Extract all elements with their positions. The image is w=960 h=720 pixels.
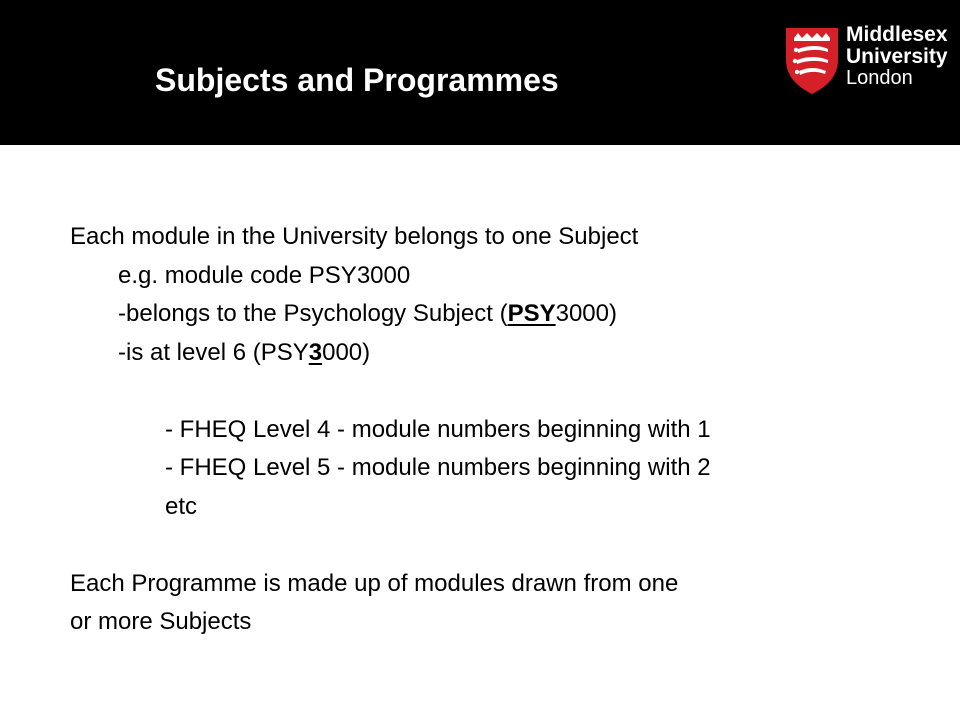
body-line-6: - FHEQ Level 5 - module numbers beginning with 2 — [165, 454, 711, 481]
body-line-2: e.g. module code PSY3000 — [118, 261, 411, 289]
logo-line-3: London — [846, 67, 913, 90]
middlesex-shield-icon — [784, 22, 840, 96]
body-line-8: Each Programme is made up of modules drawn from one — [70, 569, 679, 597]
body-line-9: or more Subjects — [70, 608, 252, 635]
body-line-5: - FHEQ Level 4 - module numbers beginning with 1 — [165, 415, 711, 443]
spacer — [70, 372, 920, 411]
logo-line-2: University — [846, 45, 948, 69]
level-digit-highlight: 3 — [308, 338, 323, 366]
slide-title: Subjects and Programmes — [155, 62, 559, 98]
body-line-4-before: -is at level 6 (PSY — [118, 338, 309, 366]
spacer — [70, 526, 920, 565]
logo-line-1: Middlesex — [846, 23, 948, 46]
university-logo — [784, 22, 948, 102]
body-line-4 — [70, 334, 920, 373]
header-band — [0, 0, 960, 145]
body-line-4-after: 000) — [322, 338, 371, 366]
logo-wordmark — [846, 24, 948, 89]
subject-code-highlight: PSY — [507, 300, 556, 327]
body-line-3 — [70, 295, 920, 334]
body-line-1: Each module in the University belongs to one Subject — [70, 223, 639, 250]
body-line-3-before: -belongs to the Psychology Subject ( — [118, 300, 508, 327]
body-line-7: etc — [165, 492, 198, 520]
body-line-3-after: 3000) — [555, 300, 617, 327]
slide-body — [70, 218, 920, 642]
